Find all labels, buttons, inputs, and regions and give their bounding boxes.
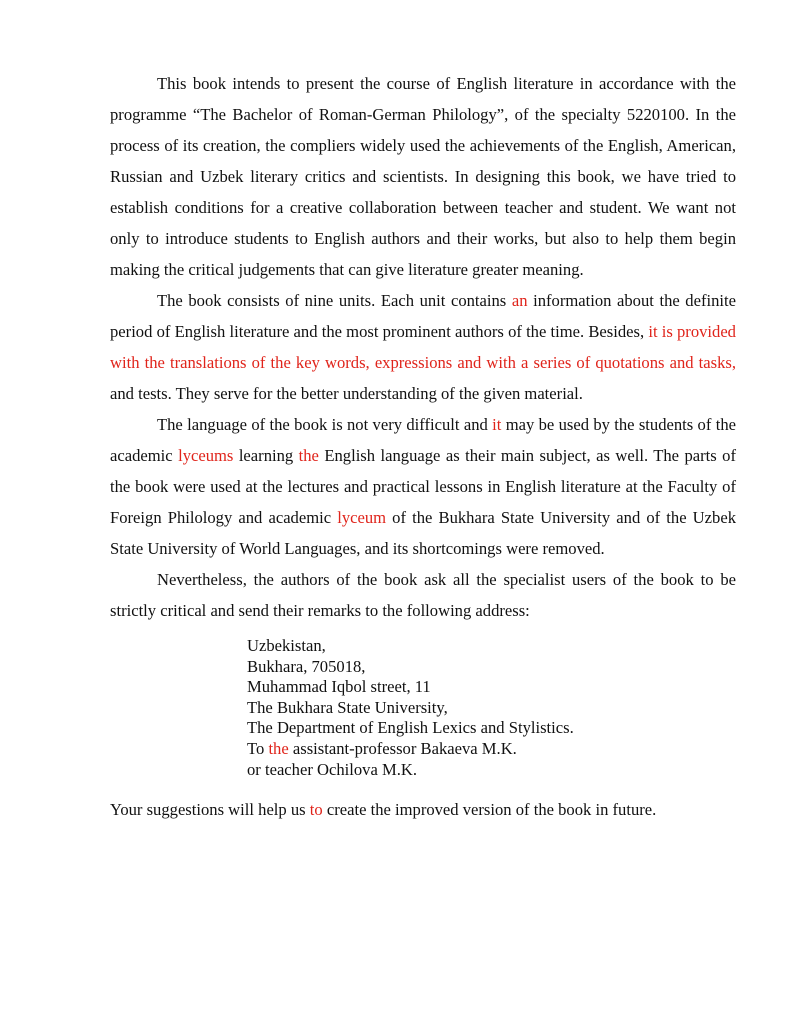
address-line (247, 739, 736, 760)
highlighted-segment: lyceum (337, 508, 387, 527)
highlighted-segment: lyceums (178, 446, 234, 465)
text-segment: and tests. They serve for the better understanding of the given material. (110, 384, 583, 403)
address-line: or teacher Ochilova M.K. (247, 759, 418, 779)
text-segment: English language as their main subject, as well. The parts of the book were used at the lectures and practical lessons in English literature at the Faculty of Foreign Philology and academic (110, 446, 736, 527)
text-segment: may be used by the students of the academic (110, 415, 736, 465)
address-line: Muhammad Iqbol street, 11 (247, 677, 431, 697)
text-segment: of the Bukhara State University and of the Uzbek State University of World Languages, and its shortcomings were removed. (110, 508, 736, 558)
address-line: Bukhara, 705018, (247, 656, 366, 676)
closing-sentence (110, 794, 736, 825)
address-line: Uzbekistan, (247, 636, 326, 655)
text-segment: assistant-professor Bakaeva M.K. (288, 738, 517, 758)
paragraph-units (110, 285, 736, 409)
text-segment: This book intends to present the course of English literature in accordance with the programme “The Bachelor of Roman-German Philology”, of the specialty 5220100. In the process of its creation, the compliers widely used the achievements of the English, American, Russian and Uzbek literary critics and scientists. In designing this book, we have tried to establish conditions for a creative collaboration between teacher and student. We want not only to introduce students to English authors and their works, but also to help them begin making the critical judgements that can give literature greater meaning. (110, 74, 736, 279)
highlighted-segment: to (309, 800, 323, 820)
text-segment: The language of the book is not very difficult and (157, 415, 493, 434)
highlighted-segment: it (492, 415, 502, 434)
highlighted-segment: an (511, 291, 528, 310)
text-segment: The book consists of nine units. Each unit contains (157, 291, 512, 310)
highlighted-segment: it is provided with the translations of the key words, expressions and with a series of quotations and tasks, (110, 322, 736, 372)
document-page (110, 68, 736, 825)
paragraph-language (110, 409, 736, 564)
text-segment: information about the definite period of English literature and the most prominent authors of the time. Besides, (110, 291, 736, 341)
text-segment: create the improved version of the book in future. (322, 800, 657, 820)
paragraph-intro (110, 68, 736, 285)
highlighted-segment: the (268, 738, 289, 758)
address-line: The Bukhara State University, (247, 697, 448, 717)
postal-address (247, 636, 736, 780)
address-line: The Department of English Lexics and Stylistics. (247, 718, 574, 738)
text-segment: Your suggestions will help us (110, 800, 310, 820)
text-segment: learning (233, 446, 299, 465)
highlighted-segment: the (298, 446, 319, 465)
text-segment: To (247, 738, 269, 758)
paragraph-request (110, 564, 736, 626)
text-segment: Nevertheless, the authors of the book ask all the specialist users of the book to be strictly critical and send their remarks to the following address: (110, 570, 736, 620)
